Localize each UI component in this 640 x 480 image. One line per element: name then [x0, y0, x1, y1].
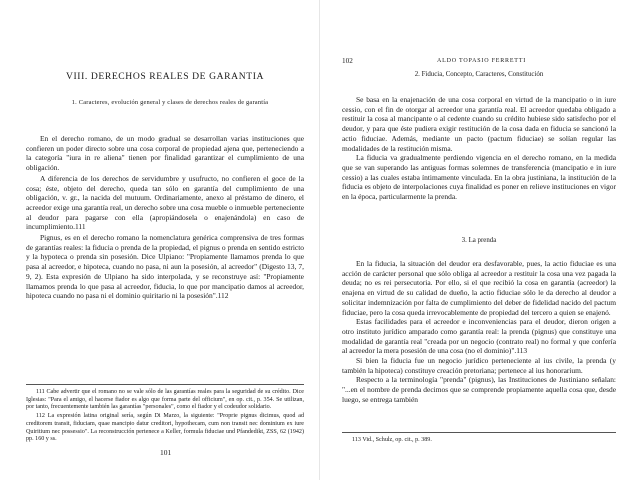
right-footnotes — [342, 432, 616, 446]
section2-body — [342, 95, 616, 202]
page-number: 102 — [342, 57, 353, 65]
paragraph: Se basa en la enajenación de una cosa corporal en virtud de la mancipatio o in iure cessio, con el fin de otorgar al acreedor una garantía real. El acreedor quedaba obligado a restituir la cosa al mancipante o al cedente cuando su crédito hubiese sido satisfecho por el deudor, y para que éste pudiera exigir restitución de la cosa dada en fiducia se sancionó la actio fiduciae. Además, mediante un pacto (pactum fiduciae) se solían regular las modalidades de la restitución misma. — [342, 95, 616, 153]
chapter-title: VIII. DERECHOS REALES DE GARANTIA — [65, 71, 265, 82]
paragraph: En la fiducia, la situación del deudor era desfavorable, pues, la actio fiduciae es una acción de carácter personal que sólo obliga al acreedor a restituir la cosa una vez pagada la deuda; no es rei persecutoria. Por ello, si el que recibió la cosa en garantía (acreedor) la enajena en virtud de su calidad de dueño, la actio fiduciae sólo le da derecho al deudor a solicitar indemnización por falta de cumplimiento del deber de fidelidad nacido del pactum fiduciae, pero la cosa queda irrevocablemente de propiedad del tercero a quien se enajenó. — [342, 259, 616, 317]
paragraph: A diferencia de los derechos de servidumbre y usufructo, no confieren el goce de la cosa; éste, objeto del derecho, queda tan sólo en garantía del cumplimiento de una obligación, v. gr., la nacida del mutuum. Ordinariamente, anexo al préstamo de dinero, el acreedor exige una garantía real, un derecho sobre una cosa mueble o inmueble perteneciente al deudor para pagarse con ella (apropiándosela o enajenándola) en caso de incumplimiento.111 — [26, 173, 304, 232]
paragraph: Si bien la fiducia fue un negocio jurídico perteneciente al ius civile, la prenda (y también la hipoteca) constituye creación pretoriana; pertenece al ius honorarium. — [342, 356, 616, 375]
paragraph: En el derecho romano, de un modo gradual se desarrollan varias instituciones que confieren un poder directo sobre una cosa corporal de propiedad ajena que, perteneciendo a la categoría "iura in re aliena" tienen por finalidad garantizar el cumplimiento de una obligación. — [26, 134, 304, 173]
page-number: 101 — [160, 448, 172, 457]
section-heading: 3. La prenda — [461, 237, 497, 244]
footnote: 112 La expresión latina original sería, según Di Marzo, la siguiente: "Proprie pignus dicimus, quod ad creditorem transit, fiduciam, quae mancipio datur creditori, hypothecam, cum non transit nec dominium ex iure Quiritium nec possessio". La reconstrucción pertenece a Keller, formula fiduciae und Pfandedikt, ZSS, 62 (1942) pp. 160 y ss. — [26, 413, 304, 443]
paragraph: La fiducia va gradualmente perdiendo vigencia en el derecho romano, en la medida que se van superando las antiguas formas solemnes de transferencia (mancipatio e in iure cessio) a las cuales estaba íntimamente vinculada. En la obra justiniana, la institución de la fiducia es objeto de interpolaciones cuya finalidad es poner en relieve instituciones en vigor en la época, particularmente la prenda. — [342, 153, 616, 202]
running-head-author: ALDO TOPASIO FERRETTI — [437, 58, 527, 64]
left-footnotes — [26, 384, 304, 445]
section-heading: 1. Caracteres, evolución general y clases de derechos reales de garantía — [71, 99, 269, 106]
paragraph: Estas facilidades para el acreedor e inconveniencias para el deudor, dieron origen a otro instituto jurídico amparado como garantía real: la prenda (pignus) que constituye una modalidad de garantía real "creada por un negocio (contrato real) no formal y que confería al acreedor la mera posesión de una cosa (no el dominio)".113 — [342, 317, 616, 356]
paragraph: Respecto a la terminología "prenda" (pignus), las Instituciones de Justiniano señalan: "...en el nombre de prenda decimos que se comprende propiamente aquella cosa que, desde luego, se entrega también — [342, 375, 616, 404]
footnote: 113 Vid., Schulz, op. cit., p. 389. — [352, 437, 432, 443]
left-body — [26, 134, 304, 301]
paragraph: Pignus, es en el derecho romano la nomenclatura genérica comprensiva de tres formas de garantías reales: la fiducia o prenda de la propiedad, el pignus o prenda en sentido estricto y la hypoteca o prenda sin posesión. Dice Ulpiano: "Propiamente llamamos prenda lo que pasa al acreedor, e hipoteca, cuando no pasa, ni aun la posesión, al acreedor" (Digesto 13, 7, 9, 2). Esta expresión de Ulpiano ha sido interpolada, y se reconstruye así: "Propiamente llamamos prenda lo que pasa al acreedor, fiducia, lo que por mancipatio damos al acreedor, hipoteca cuando no pasa ni el dominio quiritario ni la posesión".112 — [26, 233, 304, 301]
section3-body — [342, 259, 616, 405]
footnote: 111 Cabe advertir que el romano no se vale sólo de las garantías reales para la seguridad de su crédito. Dice Iglesias: "Para el amigo, el hacerse fiador es algo que forma parte del officium", en op. cit., p. 354. Se utilizan, por tanto, frecuentemente también las garantías "personales", como el fiador y el codeudor solidario. — [26, 389, 304, 411]
section-heading: 2. Fiducia, Concepto, Caracteres, Constitución — [414, 71, 544, 78]
